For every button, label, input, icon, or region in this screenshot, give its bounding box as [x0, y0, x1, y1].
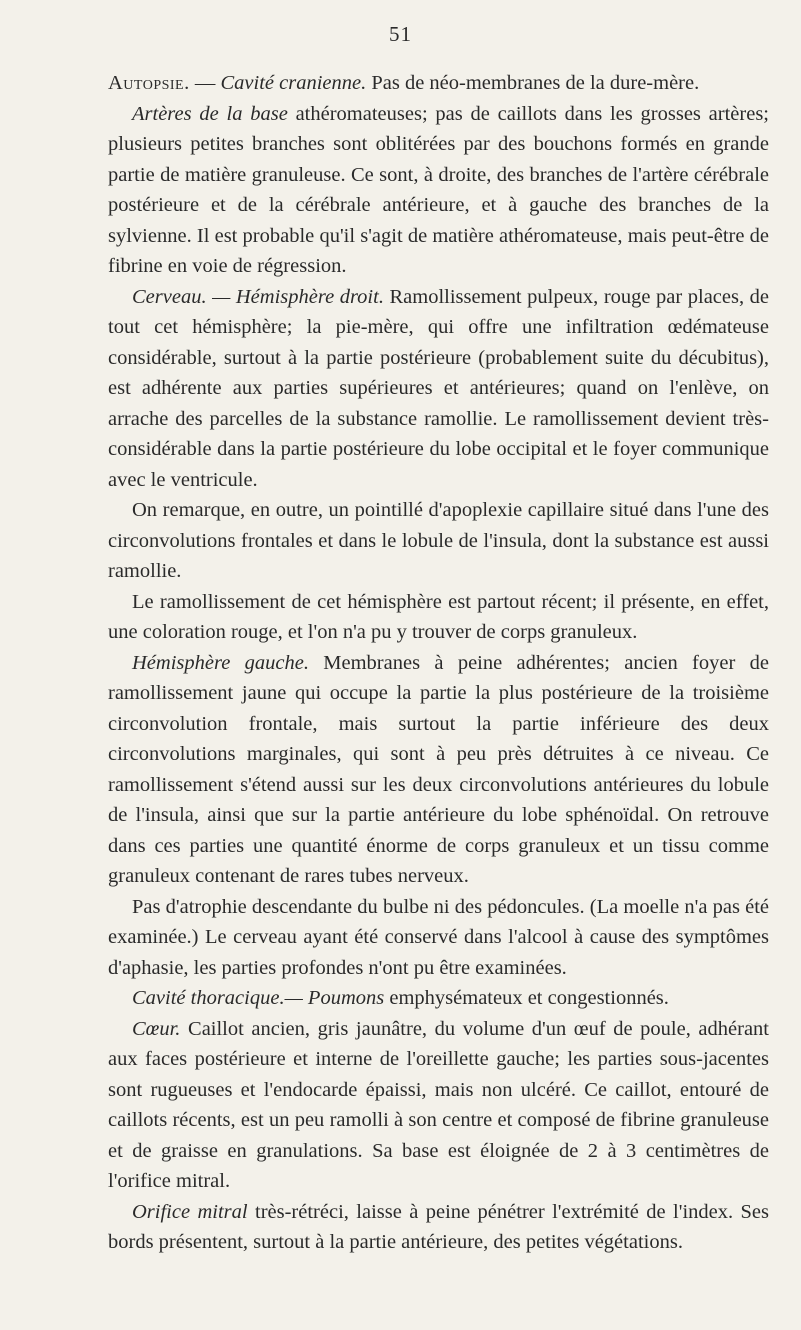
paragraph-text: Ramollissement pulpeux, rouge par places, de tout cet hémisphère; la pie-mère, qui offre une infiltration œdémateuse considérable, surtout à la partie postérieure (probablement suite du décubitus), est adhérente aux parties supérieures et antérieures; quand on l'enlève, on arrache des parcelles de la substance ramollie. Le ramollissement devient très-considérable dans la partie postérieure du lobe occipital et le foyer communique avec le ventricule.	[108, 285, 769, 491]
paragraph-hemisphere-droit	[108, 282, 769, 496]
paragraph-autopsie	[108, 68, 769, 99]
page-number: 51	[389, 22, 412, 46]
paragraph-text: Le ramollissement de cet hémisphère est partout récent; il présente, en effet, une coloration rouge, et l'on n'a pu y trouver de corps granuleux.	[108, 590, 769, 643]
paragraph-hemisphere-gauche	[108, 648, 769, 892]
paragraph-heading: Cavité cranienne.	[220, 72, 367, 94]
section-lead: Autopsie.	[108, 72, 190, 94]
paragraph-ramollissement-recent	[108, 587, 769, 648]
body-text	[108, 68, 769, 1258]
paragraph-heading: Cavité thoracique.— Poumons	[132, 987, 385, 1009]
paragraph-text: On remarque, en outre, un pointillé d'apoplexie capillaire situé dans l'une des circonvolutions frontales et dans le lobule de l'insula, dont la substance est aussi ramollie.	[108, 499, 769, 582]
paragraph-orifice-mitral	[108, 1197, 769, 1258]
paragraph-heading: Artères de la base	[132, 102, 288, 125]
paragraph-text: athéromateuses; pas de caillots dans les grosses artères; plusieurs petites branches sont oblitérées par des bouchons formés en grande partie de matière granuleuse. Ce sont, à droite, des branches de l'artère cérébrale postérieure et de la cérébrale antérieure, et à gauche des branches de la sylvienne. Il est probable qu'il s'agit de matière athéromateuse, mais peut-être de fibrine en voie de régression.	[108, 102, 769, 277]
paragraph-coeur	[108, 1014, 769, 1197]
paragraph-text: très-rétréci, laisse à peine pénétrer l'extrémité de l'index. Ses bords présentent, surtout à la partie antérieure, des petites végétations.	[108, 1200, 769, 1253]
paragraph-text: Caillot ancien, gris jaunâtre, du volume d'un œuf de poule, adhérant aux faces postérieure et interne de l'oreillette gauche; les parties sous-jacentes sont rugueuses et l'endocarde épaissi, mais non ulcéré. Ce caillot, entouré de caillots récents, est un peu ramolli à son centre et composé de fibrine granuleuse et de graisse en granulations. Sa base est éloignée de 2 à 3 centimètres de l'orifice mitral.	[108, 1017, 769, 1192]
paragraph-atrophie	[108, 892, 769, 984]
paragraph-arteres	[108, 99, 769, 282]
paragraph-heading: Cerveau. — Hémisphère droit.	[132, 285, 384, 308]
paragraph-text: Pas de néo-membranes de la dure-mère.	[366, 72, 700, 94]
paragraph-text: Membranes à peine adhérentes; ancien foyer de ramollissement jaune qui occupe la partie la plus postérieure de la troisième circonvolution frontale, mais surtout la partie inférieure des deux circonvolutions marginales, qui sont à peu près détruites à ce niveau. Ce ramollissement s'étend aussi sur les deux circonvolutions antérieures du lobule de l'insula, ainsi que sur la partie antérieure du lobe sphénoïdal. On retrouve dans ces parties une quantité énorme de corps granuleux et un tissu comme granuleux contenant de rares tubes nerveux.	[108, 651, 769, 887]
paragraph-text: emphysémateux et congestionnés.	[384, 987, 669, 1009]
lead-separator: —	[189, 72, 221, 94]
paragraph-heading: Orifice mitral	[132, 1200, 248, 1223]
paragraph-heading: Cœur.	[132, 1017, 181, 1040]
paragraph-heading: Hémisphère gauche.	[132, 651, 309, 674]
paragraph-cavite-thoracique	[108, 983, 769, 1014]
paragraph-pointille	[108, 495, 769, 587]
paragraph-text: Pas d'atrophie descendante du bulbe ni des pédoncules. (La moelle n'a pas été examinée.) Le cerveau ayant été conservé dans l'alcool à cause des symptômes d'aphasie, les parties profondes n'ont pu être examinées.	[108, 895, 769, 979]
